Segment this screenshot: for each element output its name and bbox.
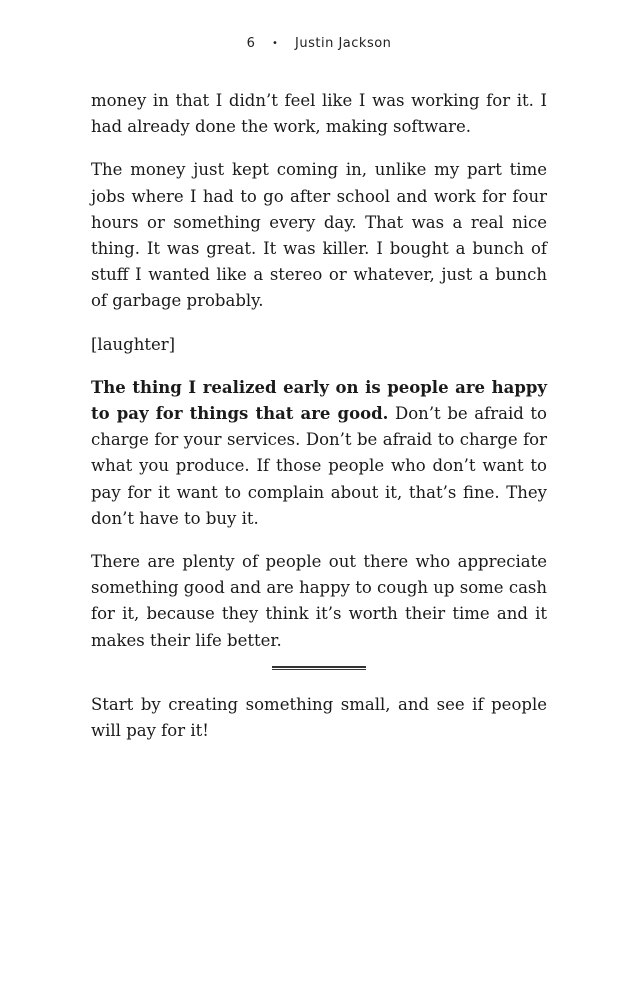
page-body (91, 88, 547, 761)
running-header (0, 36, 638, 51)
header-separator: • (272, 38, 279, 49)
paragraph-4 (91, 375, 547, 532)
paragraph-6: Start by creating something small, and see if people will pay for it! (91, 694, 547, 741)
paragraph-laughter: [laughter] (91, 334, 176, 354)
paragraph-1: money in that I didn’t feel like I was working for it. I had already done the work, making software. (91, 91, 547, 137)
bold-emphasis: The thing I realized early on is people are happy to pay for things that are good. (91, 377, 547, 424)
section-divider (272, 666, 366, 670)
paragraph-4-rest: Don’t be afraid to charge for your services. Don’t be afraid to charge for what you produce. If those people who don’t want to pay for it want to complain about it, that’s fine. They don’t have to buy it. (91, 404, 547, 528)
paragraph-2: The money just kept coming in, unlike my part time jobs where I had to go after school and work for four hours or something every day. That was a real nice thing. It was great. It was killer. I bought a bunch of stuff I wanted like a stereo or whatever, just a bunch of garbage probably. (91, 160, 547, 311)
page-number: 6 (246, 36, 256, 51)
author-name: Justin Jackson (295, 36, 392, 51)
paragraph-5: There are plenty of people out there who appreciate something good and are happy to cough up some cash for it, because they think it’s worth their time and it makes their life better. (91, 552, 547, 650)
